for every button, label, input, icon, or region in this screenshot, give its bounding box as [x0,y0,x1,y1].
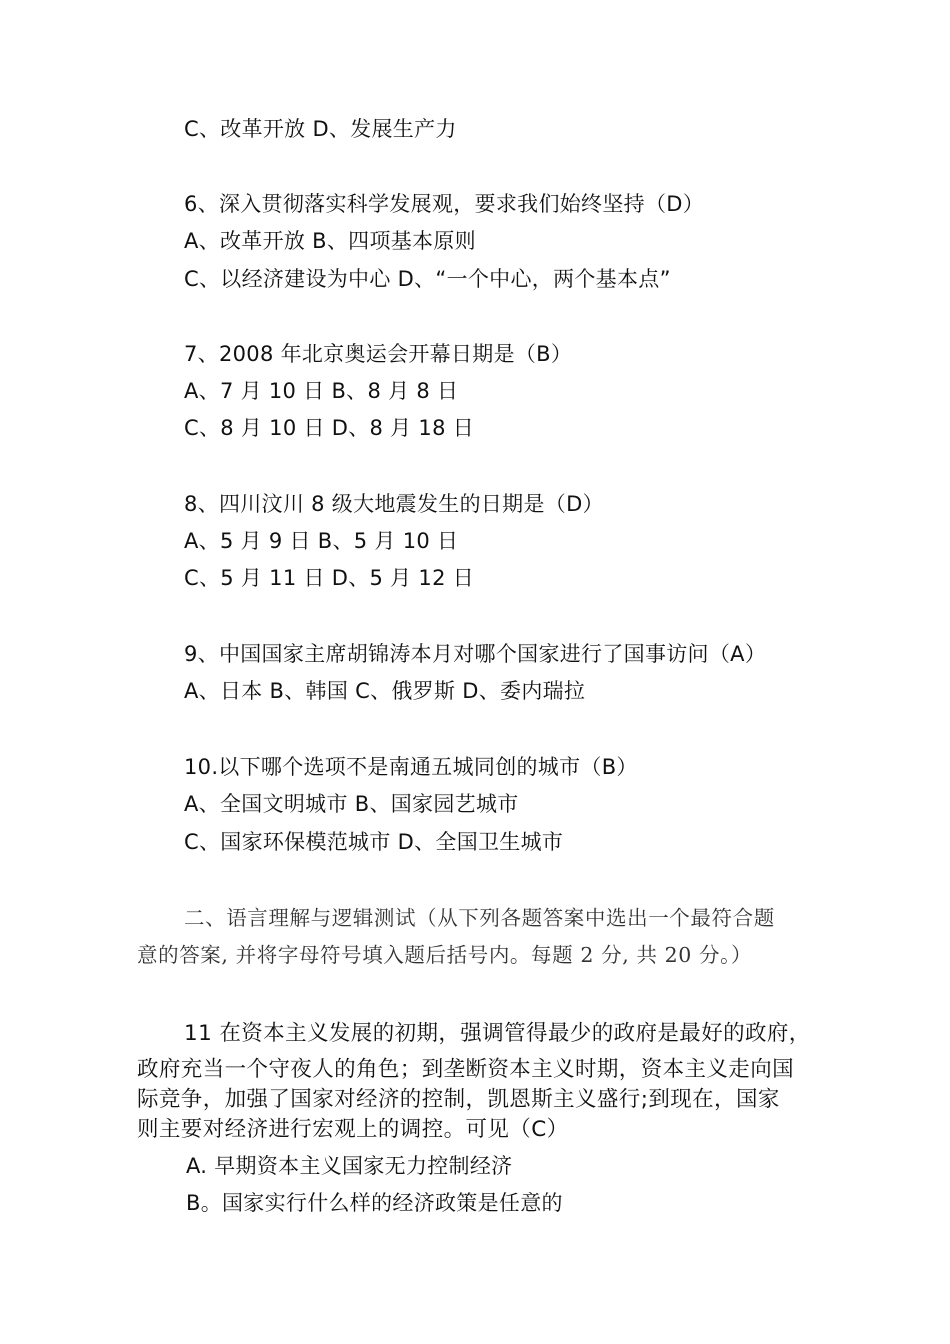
q10-question: 10.以下哪个选项不是南通五城同创的城市（B） [184,755,638,779]
q10-options-ab: A、全国文明城市 B、国家园艺城市 [184,792,519,816]
q8-question: 8、四川汶川 8 级大地震发生的日期是（D） [184,492,604,516]
q8-options-cd: C、5 月 11 日 D、5 月 12 日 [184,566,475,590]
q9-options: A、日本 B、韩国 C、俄罗斯 D、委内瑞拉 [184,679,586,703]
q5-options-cd: C、改革开放 D、发展生产力 [184,117,457,141]
q7-options-ab: A、7 月 10 日 B、8 月 8 日 [184,379,459,403]
q6-question: 6、深入贯彻落实科学发展观，要求我们始终坚持（D） [184,192,705,216]
q10-options-cd: C、国家环保模范城市 D、全国卫生城市 [184,830,564,854]
q7-options-cd: C、8 月 10 日 D、8 月 18 日 [184,416,475,440]
q11-line3: 际竞争，加强了国家对经济的控制，凯恩斯主义盛行;到现在，国家 [137,1087,780,1112]
q9-question: 9、中国国家主席胡锦涛本月对哪个国家进行了国事访问（A） [184,642,767,666]
section2-heading-line2: 意的答案, 并将字母符号填入题后括号内。每题 2 分, 共 20 分。） [137,943,753,967]
q7-question: 7、2008 年北京奥运会开幕日期是（B） [184,342,573,366]
q11-option-b: B。国家实行什么样的经济政策是任意的 [186,1191,563,1215]
section2-heading-line1: 二、语言理解与逻辑测试（从下列各题答案中选出一个最符合题 [184,906,775,930]
q11-option-a: A. 早期资本主义国家无力控制经济 [186,1154,513,1178]
q11-line4: 则主要对经济进行宏观上的调控。可见（C） [137,1117,569,1142]
q6-options-ab: A、改革开放 B、四项基本原则 [184,229,476,253]
q11-line2: 政府充当一个守夜人的角色；到垄断资本主义时期，资本主义走向国 [137,1057,795,1082]
q6-options-cd: C、以经济建设为中心 D、“一个中心，两个基本点” [184,267,671,291]
q11-line1: 11 在资本主义发展的初期，强调管得最少的政府是最好的政府， [184,1021,811,1046]
q8-options-ab: A、5 月 9 日 B、5 月 10 日 [184,529,459,553]
